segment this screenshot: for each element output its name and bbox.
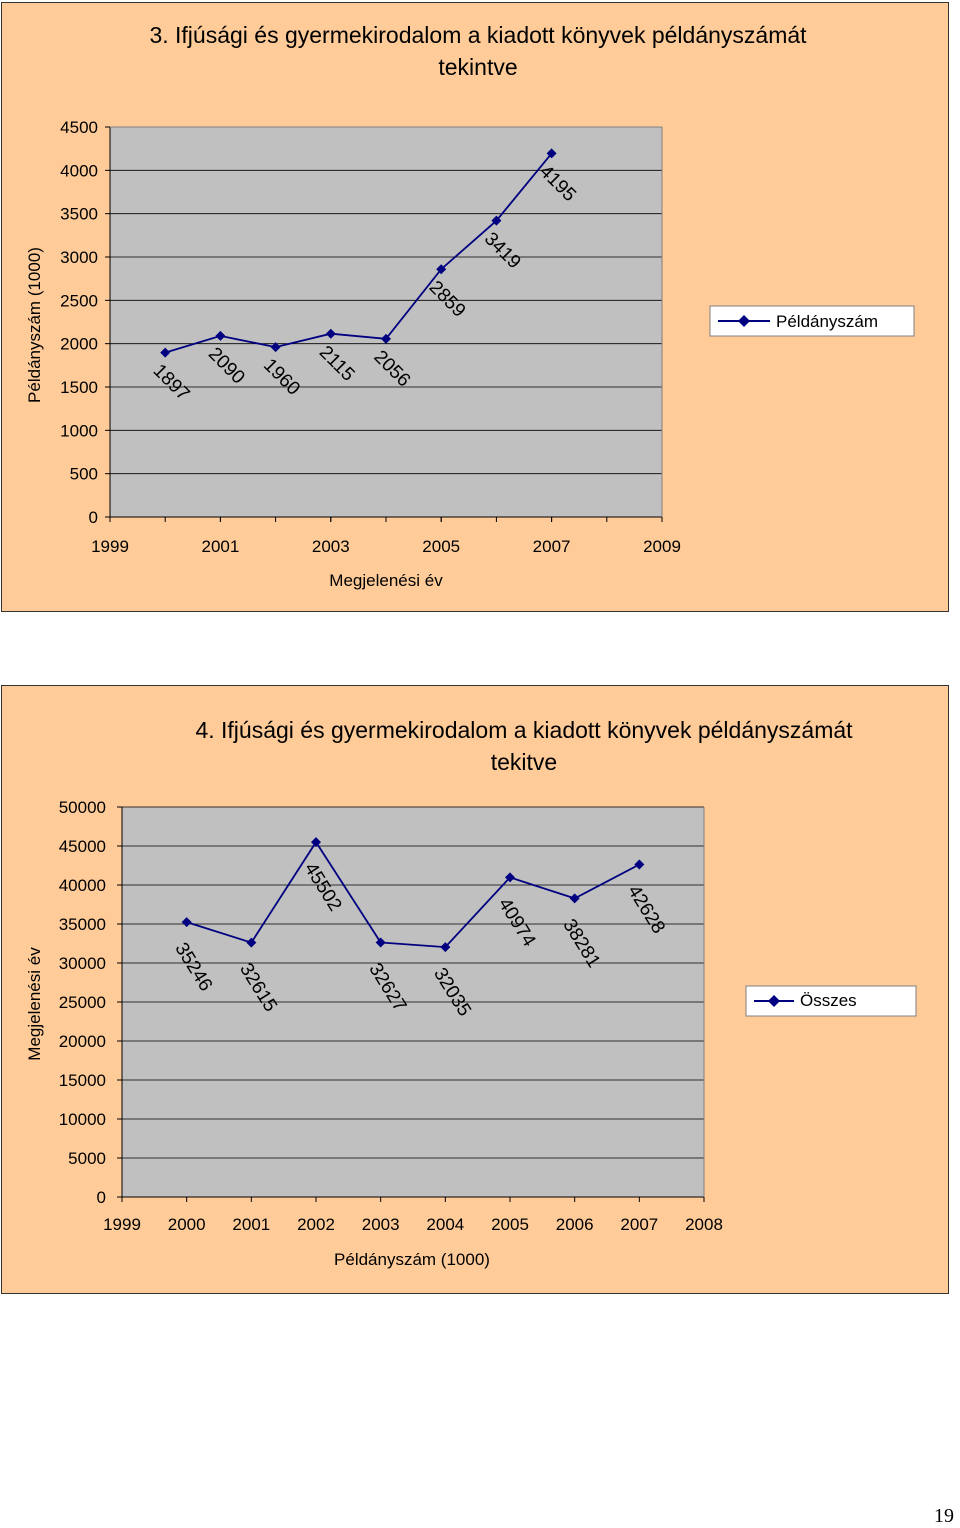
chart-1-y-tick-label: 4500 <box>60 118 98 137</box>
chart-1-data-label: 2859 <box>424 276 470 322</box>
chart-2-y-axis-label: Megjelenési év <box>25 947 44 1061</box>
chart-1-y-tick-label: 0 <box>88 508 98 527</box>
chart-1-y-tick-label: 2000 <box>60 334 98 354</box>
chart-2-x-tick-label: 2008 <box>685 1215 723 1234</box>
chart-1-legend-text: Példányszám <box>776 312 879 331</box>
chart-1-title-line-1: 3. Ifjúsági és gyermekirodalom a kiadott könyvek példányszámát <box>149 22 807 48</box>
chart-2-data-label: 32035 <box>429 964 475 1021</box>
chart-2-svg <box>2 686 948 1293</box>
chart-2-x-tick-label: 2007 <box>620 1215 659 1234</box>
chart-2-legend-text: Összes <box>800 991 857 1010</box>
chart-2-x-tick-label: 2002 <box>297 1215 335 1234</box>
chart-1-svg <box>2 3 948 611</box>
chart-2-y-tick-label: 40000 <box>58 876 106 895</box>
chart-1-data-label: 1960 <box>259 354 304 400</box>
chart-2-y-tick-label: 45000 <box>58 837 106 856</box>
chart-1-data-label: 3419 <box>479 228 525 274</box>
chart-2-title-line-2: tekitve <box>490 749 558 775</box>
chart-1-data-label: 2090 <box>203 343 249 389</box>
chart-1-legend <box>710 306 914 336</box>
chart-1-container <box>1 2 949 612</box>
chart-2-x-tick-label: 1999 <box>103 1215 141 1234</box>
chart-1-x-tick-label: 2001 <box>201 537 240 556</box>
chart-1-y-axis-label: Példányszám (1000) <box>25 247 44 403</box>
chart-1-plot-area <box>110 127 662 517</box>
chart-2-title-line-1: 4. Ifjúsági és gyermekirodalom a kiadott könyvek példányszámát <box>195 717 853 743</box>
chart-1-x-tick-label: 2003 <box>311 537 350 556</box>
chart-1-y-tick-label: 500 <box>69 464 98 484</box>
chart-2-data-label: 42628 <box>623 881 669 938</box>
chart-2-x-tick-label: 2001 <box>232 1215 271 1234</box>
chart-2-y-tick-label: 30000 <box>58 954 106 973</box>
chart-2-y-tick-label: 0 <box>96 1188 106 1207</box>
chart-2-x-tick-label: 2004 <box>426 1215 465 1234</box>
chart-2-data-label: 40974 <box>493 894 540 951</box>
chart-2-container <box>1 685 949 1294</box>
chart-2-y-tick-label: 25000 <box>58 993 106 1012</box>
chart-1-x-tick-label: 2005 <box>422 537 461 556</box>
chart-1-y-tick-label: 3500 <box>60 204 98 224</box>
chart-2-data-label: 32627 <box>364 959 411 1016</box>
chart-2-y-tick-label: 10000 <box>58 1110 106 1129</box>
chart-1-data-label: 4195 <box>535 161 580 206</box>
chart-2-y-tick-label: 5000 <box>68 1149 106 1168</box>
chart-2-y-tick-label: 20000 <box>58 1032 106 1051</box>
chart-1-x-tick-label: 2009 <box>643 537 681 556</box>
chart-1-y-tick-label: 2500 <box>60 291 98 311</box>
chart-1-y-tick-label: 1000 <box>60 421 98 441</box>
page-number: 19 <box>934 1505 954 1527</box>
chart-2-y-tick-label: 50000 <box>58 798 106 817</box>
chart-2-x-tick-label: 2000 <box>167 1215 206 1234</box>
chart-2-x-tick-label: 2005 <box>491 1215 529 1234</box>
chart-1-y-tick-label: 3000 <box>60 248 98 267</box>
chart-2-legend <box>746 986 916 1016</box>
chart-2-y-tick-label: 15000 <box>58 1071 106 1090</box>
chart-2-data-label: 45502 <box>299 859 346 916</box>
chart-2-x-tick-label: 2006 <box>555 1215 594 1234</box>
chart-1-y-tick-label: 1500 <box>60 378 98 397</box>
chart-1-data-label: 1897 <box>148 360 194 406</box>
chart-1-x-tick-label: 2007 <box>532 537 571 556</box>
chart-2-data-label: 38281 <box>558 915 605 972</box>
chart-1-x-tick-label: 1999 <box>91 537 129 556</box>
chart-2-data-label: 32615 <box>235 959 281 1016</box>
chart-1-data-label: 2056 <box>369 346 415 392</box>
chart-1-y-tick-label: 4000 <box>60 161 98 181</box>
chart-2-x-tick-label: 2003 <box>361 1215 400 1234</box>
chart-1-title-line-2: tekintve <box>438 54 518 80</box>
chart-2-y-tick-label: 35000 <box>58 915 106 934</box>
chart-1-data-label: 2115 <box>314 341 359 386</box>
chart-2-data-label: 35246 <box>170 939 217 996</box>
chart-2-x-axis-label: Példányszám (1000) <box>334 1250 490 1269</box>
chart-1-x-axis-label: Megjelenési év <box>329 571 443 590</box>
